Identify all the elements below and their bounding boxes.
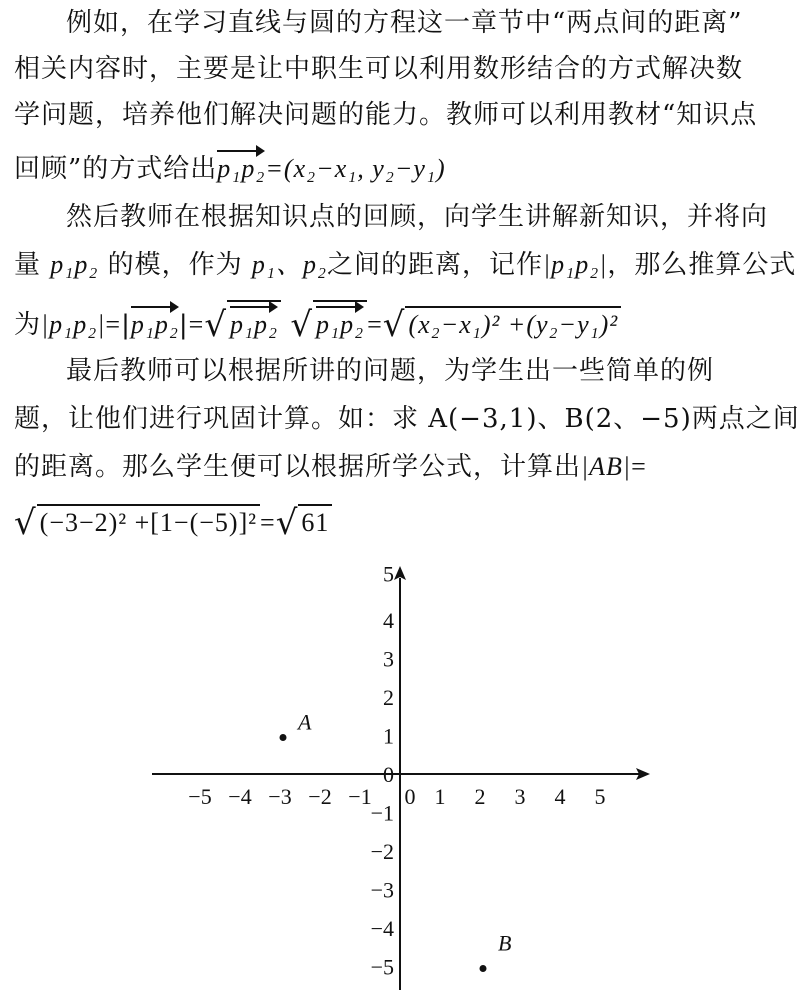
p3-line4-formula: √ (−3−2)² +[1−(−5)]² =√ 61 <box>14 504 794 540</box>
formula-vector: p₁p₂ <box>131 302 179 342</box>
y-tick-label: −1 <box>370 800 394 826</box>
p3-line3-text: 的距离。那么学生便可以根据所学公式，计算出 <box>14 452 582 482</box>
p3-line1: 最后教师可以根据所讲的问题，为学生出一些简单的例 <box>66 356 715 386</box>
x-tick-label: 2 <box>474 784 486 809</box>
x-tick-label: 0 <box>404 784 416 809</box>
y-tick-label: 2 <box>383 685 394 710</box>
p1-line2: 相关内容时，主要是让中职生可以利用数形结合的方式解决数 <box>14 54 744 84</box>
x-tick-label: −1 <box>348 784 372 809</box>
p1-line1: 例如，在学习直线与圆的方程这一章节中“两点间的距离” <box>66 8 743 38</box>
y-axis-arrow <box>394 566 406 580</box>
x-tick-label: 5 <box>594 784 606 809</box>
x-tick-label: 3 <box>514 784 526 809</box>
p2-line2 <box>14 248 797 282</box>
p1-line3: 学问题，培养他们解决问题的能力。教师可以利用教材“知识点 <box>14 100 758 130</box>
p3-line2: 题，让他们进行巩固计算。如：求 A(−3,1)、B(2、−5)两点之间 <box>14 404 800 434</box>
vector-p1p2: p₁p₂ <box>217 146 265 186</box>
y-tick-labels <box>371 562 394 980</box>
y-tick-label: 0 <box>383 762 394 787</box>
distance-radicand: (x₂−x₁)² +(y₂−y₁)² <box>405 306 621 342</box>
p1-line4-text: 回顾”的方式给出 <box>14 154 218 184</box>
p3-equals: = <box>631 452 647 481</box>
chart-axes <box>152 566 650 990</box>
p2-text-wei: 为 <box>14 310 42 340</box>
vector-coordinates: =(x₂−x₁, y₂−y₁) <box>265 154 446 183</box>
example-result: 61 <box>298 504 332 540</box>
x-tick-label: −4 <box>228 784 252 809</box>
y-tick-label: −4 <box>370 916 394 941</box>
point-A <box>280 734 287 741</box>
sqrt-example: √ (−3−2)² +[1−(−5)]² <box>14 504 260 540</box>
y-tick-label: 3 <box>383 646 394 672</box>
sqrt-vector-1: √ p₁p₂ <box>204 300 281 342</box>
p2-text-d: ，那么推算公式 <box>607 250 797 280</box>
x-tick-label: 4 <box>554 784 566 809</box>
p2-line1: 然后教师在根据知识点的回顾，向学生讲解新知识，并将向 <box>66 202 769 232</box>
abs-ab: |AB| <box>581 452 632 481</box>
abs-p1p2: |p₁p₂| <box>543 250 608 279</box>
point-label-A: A <box>298 709 312 735</box>
p2-line3-formula: 为|p₁p₂|=|p₁p₂|=√ p₁p₂ √ p₁p₂ =√ (x₂−x₁)² +(y₂−y₁)² <box>14 300 794 342</box>
sqrt-vector-2: √ p₁p₂ <box>290 300 367 342</box>
x-tick-label: −3 <box>268 784 292 809</box>
sqrt-vector-1-label: p₁p₂ <box>230 302 278 342</box>
formula-abs-p1p2: |p₁p₂| <box>41 310 106 339</box>
x-tick-label: 1 <box>434 784 446 809</box>
y-tick-label: 1 <box>383 723 394 749</box>
x-tick-label: −2 <box>308 784 332 809</box>
y-tick-label: −2 <box>370 839 394 864</box>
sqrt-distance-formula: √ (x₂−x₁)² +(y₂−y₁)² <box>383 306 621 342</box>
p1-p2-points: p₁、p₂ <box>251 250 327 279</box>
p1p2-label: p₁p₂ <box>50 250 99 279</box>
point-label-B: B <box>498 930 512 956</box>
sqrt-result: √ 61 <box>276 504 333 540</box>
p2-text-c: 之间的距离，记作 <box>327 250 544 280</box>
sqrt-vector-2-label: p₁p₂ <box>316 302 364 342</box>
p2-text-a: 量 <box>14 250 42 280</box>
example-radicand: (−3−2)² +[1−(−5)]² <box>37 504 260 540</box>
y-tick-label: −3 <box>370 877 394 903</box>
p2-text-b: 的模，作为 <box>107 250 243 280</box>
coordinate-plane-chart <box>0 560 800 994</box>
p3-line3 <box>14 450 794 484</box>
x-tick-label: −5 <box>188 784 212 809</box>
x-tick-labels <box>188 784 605 809</box>
y-tick-label: −5 <box>370 954 394 980</box>
y-tick-label: 4 <box>383 608 394 633</box>
p1-line4 <box>14 146 794 186</box>
point-B <box>480 965 487 972</box>
y-tick-label: 5 <box>383 561 394 587</box>
data-points <box>280 710 512 973</box>
